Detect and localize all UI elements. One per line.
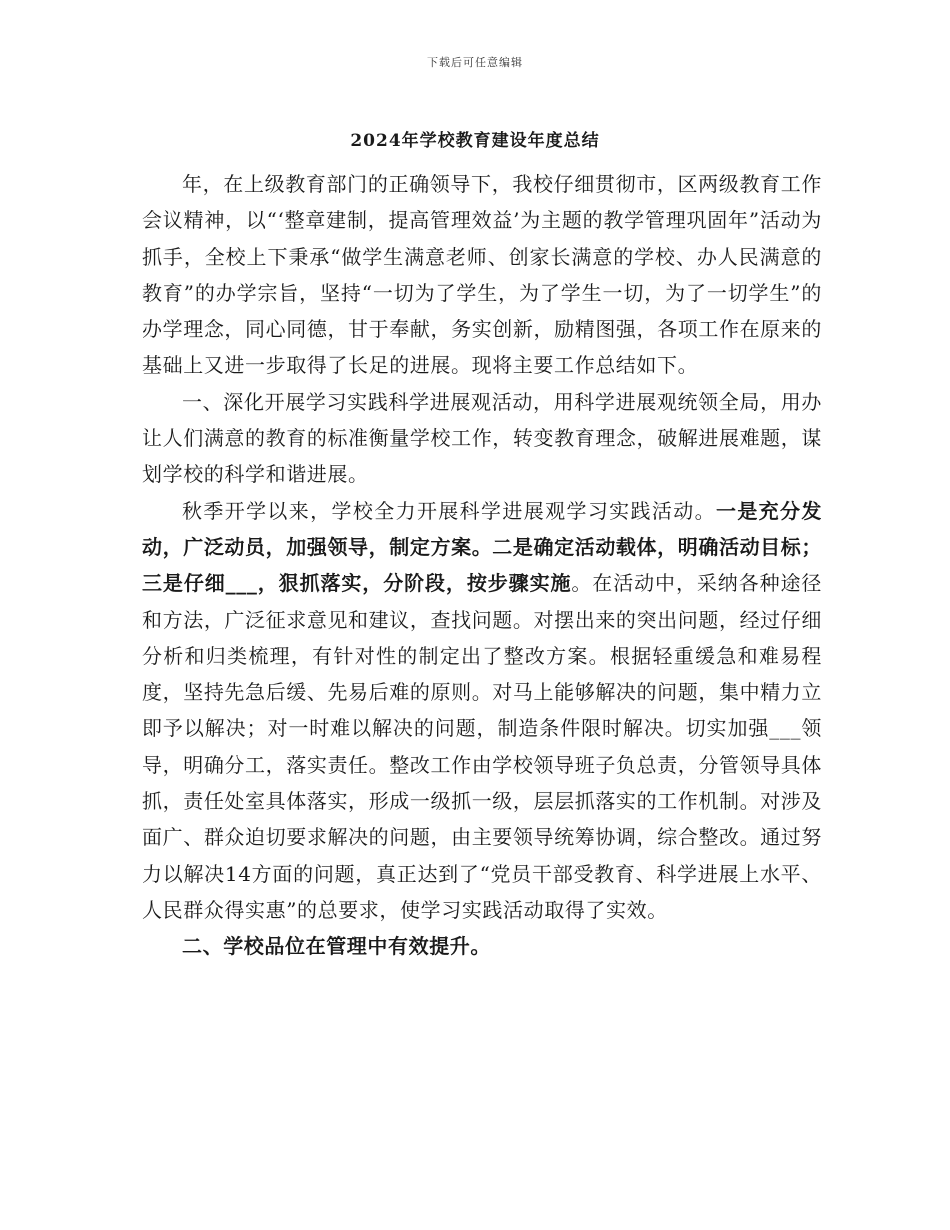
paragraph-intro: 年，在上级教育部门的正确领导下，我校仔细贯彻市，区两级教育工作会议精神，以“‘整章建制，提高管理效益’为主题的教学管理巩固年”活动为抓手，全校上下秉承“做学生满意老师、创家长满意的学校、办人民满意的教育”的办学宗旨，坚持“一切为了学生，为了学生一切，为了一切学生”的办学理念，同心同德，甘于奉献，务实创新，励精图强，各项工作在原来的基础上又进一步取得了长足的进展。现将主要工作总结如下。: [142, 172, 822, 378]
paragraph-activity-bold: 一是充分发动，广泛动员，加强领导，制定方案。二是确定活动载体，明确活动目标；三是仔细___，狠抓落实，分阶段，按步骤实施: [142, 498, 823, 596]
paragraph-activity-rest: 。在活动中，采纳各种途径和方法，广泛征求意见和建议，查找问题。对摆出来的突出问题，经过仔细分析和归类梳理，有针对性的制定出了整改方案。根据轻重缓急和难易程度，坚持先急后缓、先易后难的原则。对马上能够解决的问题，集中精力立即予以解决；对一时难以解决的问题，制造条件限时解决。切实加强___领导，明确分工，落实责任。整改工作由学校领导班子负总责，分管领导具体抓，责任处室具体落实，形成一级抓一级，层层抓落实的工作机制。对涉及面广、群众迫切要求解决的问题，由主要领导统筹协调，综合整改。通过努力以解决14方面的问题，真正达到了“党员干部受教育、科学进展上水平、人民群众得实惠”的总要求，使学习实践活动取得了实效。: [142, 571, 822, 922]
header-note: 下载后可任意编辑: [427, 56, 523, 69]
section-2-heading: 二、学校品位在管理中有效提升。: [182, 934, 491, 959]
paragraph-activity-start: 秋季开学以来，学校全力开展科学进展观学习实践活动。: [182, 498, 716, 523]
document-body: [142, 166, 822, 965]
paragraph-activity: [142, 493, 822, 929]
document-title: 2024年学校教育建设年度总结: [350, 131, 600, 151]
paragraph-section-1: 一、深化开展学习实践科学进展观活动，用科学进展观统领全局，用办让人们满意的教育的标准衡量学校工作，转变教育理念，破解进展难题，谋划学校的科学和谐进展。: [142, 389, 822, 487]
